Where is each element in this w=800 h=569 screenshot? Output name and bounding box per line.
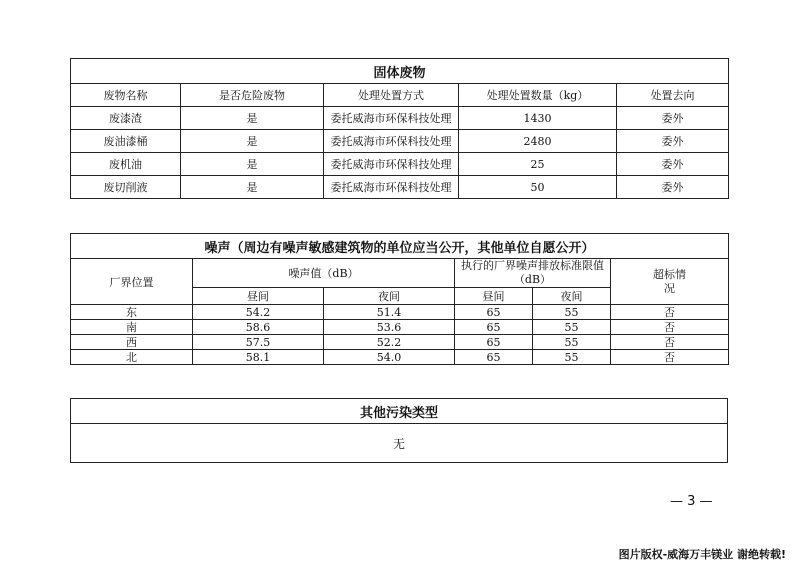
table-row: [71, 176, 729, 199]
exceed-status: 否: [611, 335, 729, 350]
waste-name: 废切削液: [71, 176, 181, 199]
disposal-destination: 委外: [617, 176, 729, 199]
waste-name: 废油漆桶: [71, 130, 181, 153]
table-row: [71, 335, 729, 350]
standard-night-value: 55: [533, 305, 611, 320]
other-pollution-title: 其他污染类型: [71, 399, 728, 424]
header-disposal-quantity: 处理处置数量（kg）: [459, 84, 617, 107]
hazardous-flag: 是: [181, 176, 324, 199]
noise-day-value: 58.1: [193, 350, 324, 365]
disposal-destination: 委外: [617, 107, 729, 130]
hazardous-flag: 是: [181, 107, 324, 130]
other-pollution-table: [70, 398, 728, 463]
header-noise-value: 噪声值（dB）: [193, 259, 455, 288]
noise-night-value: 52.2: [324, 335, 455, 350]
table-row: [71, 107, 729, 130]
standard-day-value: 65: [455, 320, 533, 335]
header-emission-standard: 执行的厂界噪声排放标准限值（dB）: [455, 259, 611, 288]
table-row: [71, 305, 729, 320]
exceed-status: 否: [611, 305, 729, 320]
solid-waste-table: [70, 58, 729, 199]
noise-night-value: 53.6: [324, 320, 455, 335]
disposal-quantity: 25: [459, 153, 617, 176]
header-hazardous: 是否危险废物: [181, 84, 324, 107]
noise-table: [70, 233, 729, 365]
disposal-method: 委托威海市环保科技处理: [324, 176, 459, 199]
disposal-quantity: 50: [459, 176, 617, 199]
exceed-status: 否: [611, 320, 729, 335]
standard-night-value: 55: [533, 320, 611, 335]
boundary-position: 东: [71, 305, 193, 320]
header-noise-day: 昼间: [193, 288, 324, 305]
standard-day-value: 65: [455, 350, 533, 365]
other-pollution-content: 无: [71, 424, 728, 463]
table-row: [71, 153, 729, 176]
disposal-method: 委托威海市环保科技处理: [324, 107, 459, 130]
standard-day-value: 65: [455, 305, 533, 320]
table-row: [71, 130, 729, 153]
standard-day-value: 65: [455, 335, 533, 350]
disposal-destination: 委外: [617, 130, 729, 153]
exceed-status: 否: [611, 350, 729, 365]
disposal-destination: 委外: [617, 153, 729, 176]
header-noise-night: 夜间: [324, 288, 455, 305]
standard-night-value: 55: [533, 350, 611, 365]
noise-day-value: 54.2: [193, 305, 324, 320]
header-boundary-position: 厂界位置: [71, 259, 193, 305]
standard-night-value: 55: [533, 335, 611, 350]
boundary-position: 西: [71, 335, 193, 350]
solid-waste-title: 固体废物: [71, 59, 729, 84]
noise-day-value: 58.6: [193, 320, 324, 335]
waste-name: 废机油: [71, 153, 181, 176]
noise-title: 噪声（周边有噪声敏感建筑物的单位应当公开，其他单位自愿公开）: [71, 234, 729, 259]
disposal-method: 委托威海市环保科技处理: [324, 153, 459, 176]
hazardous-flag: 是: [181, 153, 324, 176]
hazardous-flag: 是: [181, 130, 324, 153]
copyright-watermark: 图片版权-威海万丰镁业 谢绝转载!: [618, 548, 786, 561]
header-waste-name: 废物名称: [71, 84, 181, 107]
table-row: [71, 320, 729, 335]
disposal-method: 委托威海市环保科技处理: [324, 130, 459, 153]
noise-day-value: 57.5: [193, 335, 324, 350]
header-standard-night: 夜间: [533, 288, 611, 305]
waste-name: 废漆渣: [71, 107, 181, 130]
header-exceed-status: 超标情况: [611, 259, 729, 305]
header-disposal-destination: 处置去向: [617, 84, 729, 107]
disposal-quantity: 1430: [459, 107, 617, 130]
header-disposal-method: 处理处置方式: [324, 84, 459, 107]
boundary-position: 北: [71, 350, 193, 365]
page-number: — 3 —: [670, 494, 713, 509]
boundary-position: 南: [71, 320, 193, 335]
header-standard-day: 昼间: [455, 288, 533, 305]
table-row: [71, 350, 729, 365]
noise-night-value: 54.0: [324, 350, 455, 365]
noise-night-value: 51.4: [324, 305, 455, 320]
disposal-quantity: 2480: [459, 130, 617, 153]
